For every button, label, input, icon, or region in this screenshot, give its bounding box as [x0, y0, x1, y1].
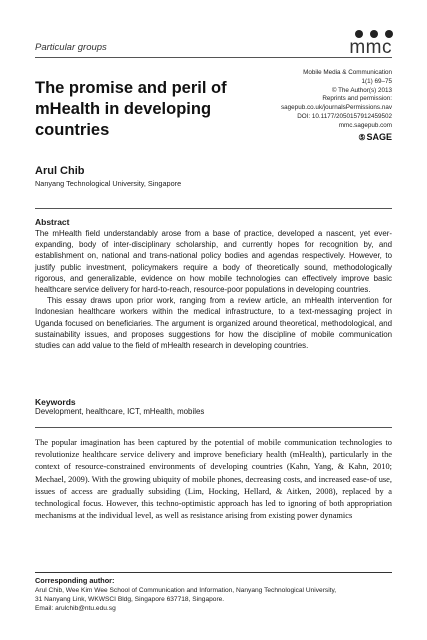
publisher-name: SAGE — [366, 131, 392, 142]
body-paragraph: The popular imagination has been captured by the potential of mobile communication technologies to revolutionize healthcare service delivery and improve beneficiary health (mHealth), particularly in the context of resource-constrained environments of developing countries (Kahn, Yang, & Kahn, 2010; Mechael, 2009). With the growing ubiquity of mobile phones, decreasing costs, and increased ease-of use, issues of access are gradually subsiding (Lim, Hocking, Hellard, & Aitken, 2008), replaced by a technological focus. However, this techno-optimistic approach has led to ignoring of both appropriation mechanisms at the individual level, as well as resistance arising from existing power dynamics — [35, 438, 392, 521]
keywords-rule — [35, 427, 392, 428]
correspondence-line-2: 31 Nanyang Link, WKWSCI Bldg, Singapore 637718, Singapore. — [35, 596, 225, 604]
correspondence-details — [35, 586, 392, 614]
permissions-link[interactable]: sagepub.co.uk/journalsPermissions.nav — [281, 104, 392, 112]
article-title: The promise and peril of mHealth in developing countries — [35, 79, 227, 139]
journal-logo: mmc — [349, 37, 392, 58]
sage-icon: ⑤ — [358, 132, 366, 142]
publisher-logo — [242, 133, 392, 143]
abstract-paragraph-1: The mHealth field understandably arose from a base of practice, developed a nascent, yet ever-expanding, body of inter-disciplinary scholarship, and currently hopes for recognition by, and establishment on, national and trans-national policy bodies and agendas respectively. However, to justify public investment, policymakers require a body of theoretically sound, methodologically rigorous, and generalizable, evidence on how mobile technologies can effectively improve basic healthcare service delivery for hard-to-reach, resource-poor populations in developing countries. — [35, 229, 392, 295]
journal-name: Mobile Media & Communication — [303, 69, 392, 76]
correspondence-heading: Corresponding author: — [35, 576, 115, 585]
journal-site-link[interactable]: mmc.sagepub.com — [338, 121, 392, 129]
abstract-body — [35, 228, 392, 351]
keywords-heading: Keywords — [35, 397, 76, 407]
abstract-heading: Abstract — [35, 217, 70, 227]
journal-metadata — [242, 69, 392, 142]
author-name: Arul Chib — [35, 165, 85, 177]
journal-volume: 1(1) 69–75 — [361, 77, 392, 85]
keywords-list: Development, healthcare, ICT, mHealth, mobiles — [35, 407, 205, 416]
section-label: Particular groups — [35, 42, 107, 53]
footer-rule — [35, 572, 392, 573]
header-rule — [35, 57, 392, 58]
author-affiliation: Nanyang Technological University, Singapore — [35, 179, 182, 188]
correspondence-line-1: Arul Chib, Wee Kim Wee School of Communication and Information, Nanyang Technological University, — [35, 587, 337, 594]
correspondence-email[interactable]: Email: arulchib@ntu.edu.sg — [35, 605, 116, 613]
reprints-label: Reprints and permission: — [322, 95, 392, 103]
doi[interactable]: DOI: 10.1177/2050157912459502 — [297, 112, 392, 120]
abstract-paragraph-2: This essay draws upon prior work, ranging from a review article, an mHealth intervention for Indonesian healthcare workers within the medical infrastructure, to a text-messaging project in Uganda focused on beneficiaries. The argument is organized around theoretical, methodological, and sustainability issues, and proposes suggestions for how the discipline of mobile communication studies can add value to the field of mHealth research in developing countries. — [35, 296, 392, 351]
abstract-rule — [35, 208, 392, 209]
copyright-notice: © The Author(s) 2013 — [331, 86, 392, 94]
